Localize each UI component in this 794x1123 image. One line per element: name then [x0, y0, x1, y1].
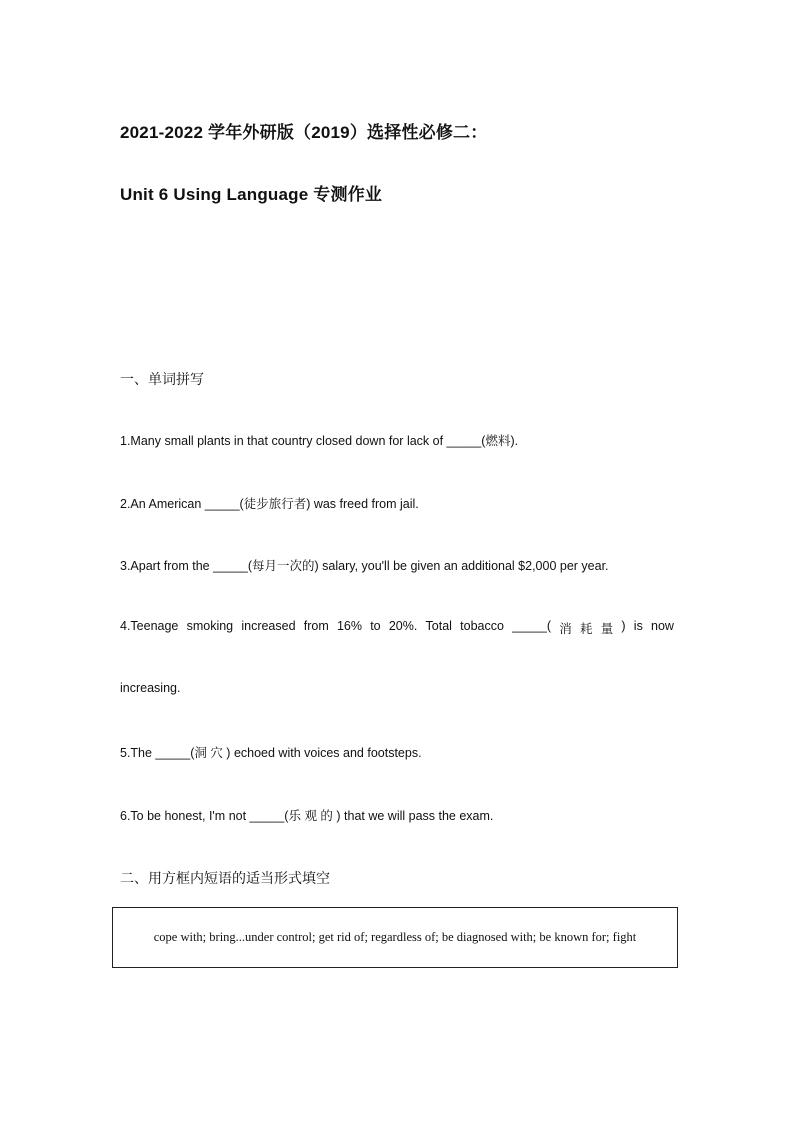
document-title-line1: 2021-2022 学年外研版（2019）选择性必修二： [120, 123, 488, 142]
document-title-line2: Unit 6 Using Language 专测作业 [120, 185, 383, 204]
phrase-box [112, 907, 678, 968]
q4-word: 4.Teenage [120, 619, 179, 633]
q4-word: from [303, 619, 329, 633]
q4-word: is [633, 619, 643, 633]
question-4-line1 [120, 619, 674, 637]
phrase-box-text: cope with; bring...under control; get rid of; regardless of; be diagnosed with; be known for; fight [153, 930, 637, 944]
question-4-line2: increasing. [120, 681, 181, 695]
question-2: 2.An American _____(徒步旅行者) was freed from jail. [120, 497, 419, 511]
question-5: 5.The _____(洞 穴 ) echoed with voices and footsteps. [120, 746, 422, 760]
section-heading-phrases: 二、用方框内短语的适当形式填空 [120, 870, 330, 886]
q4-word: 耗 [579, 622, 593, 636]
q4-word: Total [425, 619, 452, 633]
question-3: 3.Apart from the _____(每月一次的) salary, you'll be given an additional $2,000 per year. [120, 559, 609, 573]
section-heading-spelling: 一、单词拼写 [120, 371, 204, 387]
question-6: 6.To be honest, I'm not _____(乐 观 的 ) that we will pass the exam. [120, 809, 494, 823]
q4-word: 20%. [388, 619, 418, 633]
q4-word: smoking [186, 619, 234, 633]
question-1: 1.Many small plants in that country closed down for lack of _____(燃料). [120, 434, 519, 448]
q4-word: tobacco [460, 619, 504, 633]
q4-word: _____( [512, 619, 552, 633]
q4-word: now [651, 619, 674, 633]
q4-word: increased [241, 619, 296, 633]
q4-word: to [370, 619, 381, 633]
q4-word: 量 [600, 622, 614, 636]
q4-word: 16% [336, 619, 362, 633]
q4-word: 消 [559, 622, 572, 636]
q4-word: ) [621, 619, 626, 633]
